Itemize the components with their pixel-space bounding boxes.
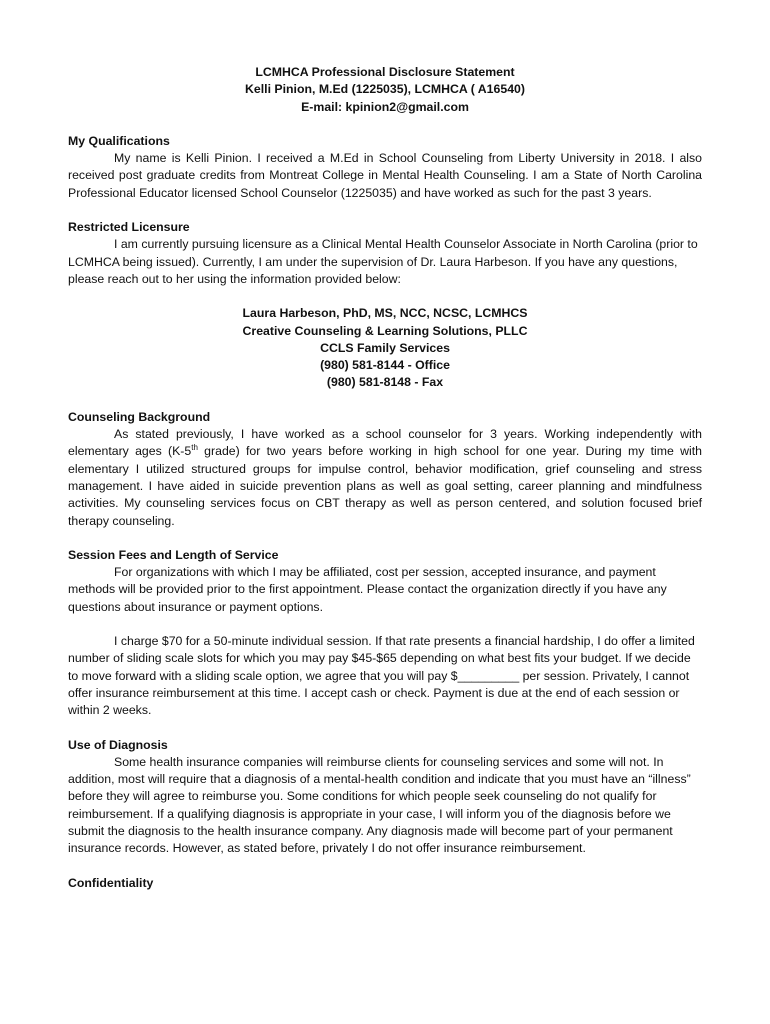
section-heading: Counseling Background — [68, 409, 211, 424]
author-email: E-mail: kpinion2@gmail.com — [301, 99, 469, 114]
section-text: My name is Kelli Pinion. I received a M.Ed in School Counseling from Liberty University in 2018. I also received post graduate credits from Montreat College in Mental Health Counseling. I am a State of North Carolina Professional Educator licensed School Counselor (1225035) and have worked as such for the past 3 years. — [68, 151, 702, 200]
fees-text-b: per session. Privately, I cannot offer insurance reimbursement at this time. I accept cash or check. Payment is due at the end of each session or within 2 weeks. — [68, 668, 690, 718]
section-text — [68, 426, 702, 530]
supervisor-name: Laura Harbeson, PhD, MS, NCC, NCSC, LCMHCS — [242, 306, 528, 321]
section-use-of-diagnosis — [68, 737, 702, 858]
supervisor-office-phone: (980) 581-8144 - Office — [320, 358, 450, 373]
supervisor-fax: (980) 581-8148 - Fax — [326, 375, 444, 390]
fees-paragraph-2 — [68, 633, 702, 719]
section-qualifications — [68, 133, 702, 202]
supervisor-company: Creative Counseling & Learning Solutions, PLLC — [242, 323, 528, 338]
section-heading: Session Fees and Length of Service — [68, 547, 279, 562]
fees-text-a: I charge $70 for a 50-minute individual session. If that rate presents a financial hardship, I do offer a limited number of sliding scale slots for which you may pay $45-$65 depending on what best fits your budget. If we decide to move forward with a sliding scale option, we agree that you will pay $ — [68, 634, 695, 683]
section-restricted-licensure — [68, 219, 702, 288]
author-credentials: Kelli Pinion, M.Ed (1225035), LCMHCA ( A16540) — [245, 82, 525, 97]
fees-paragraph-1: For organizations with which I may be affiliated, cost per session, accepted insurance, and payment methods will be provided prior to the first appointment. Please contact the organization directly if you have any questions about insurance or payment options. — [68, 565, 667, 614]
section-heading: Restricted Licensure — [68, 220, 190, 235]
document-page — [68, 64, 702, 892]
supervisor-dba: CCLS Family Services — [320, 340, 450, 355]
section-text: I am currently pursuing licensure as a Clinical Mental Health Counselor Associate in North Carolina (prior to LCMHCA being issued). Currently, I am under the supervision of Dr. Laura Harbeson. If you have any questions, please reach out to her using the information provided below: — [68, 237, 698, 286]
section-heading: Confidentiality — [68, 875, 154, 890]
section-text: Some health insurance companies will reimburse clients for counseling services and some will not. In addition, most will require that a diagnosis of a mental-health condition and indicate that you must have an “illness” before they will agree to reimburse you. Some conditions for which people seek counseling do not qualify for reimbursement. If a qualifying diagnosis is appropriate in your case, I will inform you of the diagnosis before we submit the diagnosis to the health insurance company. Any diagnosis made will become part of your permanent insurance records. However, as stated before, privately I do not offer insurance reimbursement. — [68, 754, 691, 856]
background-text-a: As stated previously, I have worked as a school counselor for 3 years. Working independently with elementary ages (K-5 — [68, 427, 702, 459]
document-header — [68, 64, 702, 116]
sliding-scale-blank[interactable]: _________ — [457, 668, 520, 683]
ordinal-suffix: th — [191, 443, 198, 453]
section-counseling-background — [68, 409, 702, 530]
section-heading: My Qualifications — [68, 133, 170, 148]
document-title: LCMHCA Professional Disclosure Statement — [255, 65, 515, 79]
background-text-b: grade) for two years before working in high school for one year. During my time with elementary I utilized structured groups for impulse control, behavior modification, grief counseling and stress management. I have aided in suicide prevention plans as well as goal setting, career planning and mindfulness activities. My counseling services focus on CBT therapy as well as person centered, and solution focused brief therapy counseling. — [68, 444, 702, 528]
supervisor-contact — [68, 305, 702, 391]
section-confidentiality — [68, 875, 702, 892]
section-heading: Use of Diagnosis — [68, 737, 168, 752]
section-session-fees — [68, 547, 702, 720]
